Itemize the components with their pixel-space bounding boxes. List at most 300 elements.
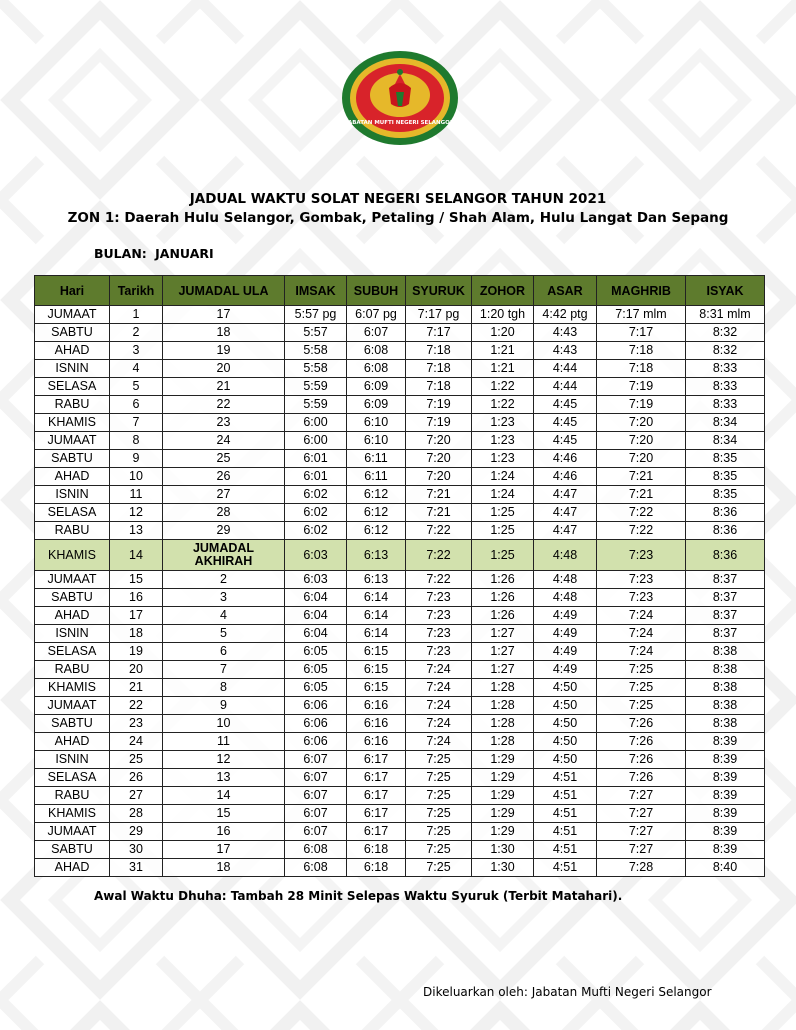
- cell-zohor: 1:28: [472, 679, 534, 697]
- cell-hijri: 29: [163, 522, 285, 540]
- cell-day: JUMAAT: [35, 571, 110, 589]
- cell-maghrib: 7:27: [597, 805, 686, 823]
- cell-syuruk: 7:25: [406, 805, 472, 823]
- cell-zohor: 1:25: [472, 522, 534, 540]
- cell-maghrib: 7:25: [597, 679, 686, 697]
- cell-isyak: 8:33: [686, 378, 765, 396]
- cell-subuh: 6:08: [347, 360, 406, 378]
- cell-maghrib: 7:27: [597, 823, 686, 841]
- table-row: [35, 468, 765, 486]
- cell-syuruk: 7:24: [406, 661, 472, 679]
- cell-day: SELASA: [35, 378, 110, 396]
- cell-asar: 4:43: [534, 324, 597, 342]
- cell-isyak: 8:39: [686, 733, 765, 751]
- cell-maghrib: 7:17 mlm: [597, 306, 686, 324]
- col-isyak: ISYAK: [686, 276, 765, 306]
- cell-isyak: 8:39: [686, 823, 765, 841]
- cell-asar: 4:49: [534, 661, 597, 679]
- cell-zohor: 1:26: [472, 571, 534, 589]
- month-label: [94, 246, 214, 261]
- cell-syuruk: 7:25: [406, 859, 472, 877]
- table-row: [35, 522, 765, 540]
- cell-subuh: 6:15: [347, 679, 406, 697]
- cell-day: KHAMIS: [35, 679, 110, 697]
- cell-zohor: 1:27: [472, 661, 534, 679]
- cell-hijri: 2: [163, 571, 285, 589]
- cell-day: SELASA: [35, 643, 110, 661]
- cell-hijri: 28: [163, 504, 285, 522]
- col-zohor: ZOHOR: [472, 276, 534, 306]
- cell-imsak: 6:04: [285, 607, 347, 625]
- table-row: [35, 432, 765, 450]
- cell-hijri: 24: [163, 432, 285, 450]
- cell-hijri: 18: [163, 324, 285, 342]
- cell-hijri: 11: [163, 733, 285, 751]
- cell-maghrib: 7:21: [597, 468, 686, 486]
- cell-imsak: 5:58: [285, 360, 347, 378]
- table-row: [35, 787, 765, 805]
- cell-hijri: 22: [163, 396, 285, 414]
- cell-isyak: 8:34: [686, 414, 765, 432]
- cell-date: 4: [110, 360, 163, 378]
- cell-syuruk: 7:18: [406, 342, 472, 360]
- cell-zohor: 1:25: [472, 540, 534, 571]
- cell-date: 9: [110, 450, 163, 468]
- cell-asar: 4:50: [534, 715, 597, 733]
- cell-imsak: 6:06: [285, 697, 347, 715]
- cell-maghrib: 7:20: [597, 450, 686, 468]
- cell-zohor: 1:29: [472, 751, 534, 769]
- cell-isyak: 8:37: [686, 571, 765, 589]
- cell-asar: 4:45: [534, 396, 597, 414]
- cell-subuh: 6:17: [347, 787, 406, 805]
- cell-day: JUMAAT: [35, 697, 110, 715]
- cell-subuh: 6:14: [347, 607, 406, 625]
- month-value: JANUARI: [155, 246, 214, 261]
- cell-hijri: 17: [163, 306, 285, 324]
- cell-zohor: 1:28: [472, 715, 534, 733]
- cell-day: SABTU: [35, 324, 110, 342]
- cell-day: SABTU: [35, 715, 110, 733]
- issued-by-footer: Dikeluarkan oleh: Jabatan Mufti Negeri Selangor: [423, 985, 712, 999]
- cell-imsak: 6:05: [285, 679, 347, 697]
- cell-isyak: 8:35: [686, 450, 765, 468]
- cell-zohor: 1:30: [472, 859, 534, 877]
- cell-day: AHAD: [35, 468, 110, 486]
- col-imsak: IMSAK: [285, 276, 347, 306]
- cell-syuruk: 7:22: [406, 522, 472, 540]
- cell-isyak: 8:38: [686, 679, 765, 697]
- cell-syuruk: 7:24: [406, 715, 472, 733]
- cell-asar: 4:49: [534, 643, 597, 661]
- cell-asar: 4:51: [534, 859, 597, 877]
- cell-subuh: 6:17: [347, 769, 406, 787]
- cell-zohor: 1:27: [472, 643, 534, 661]
- cell-date: 30: [110, 841, 163, 859]
- cell-date: 10: [110, 468, 163, 486]
- cell-imsak: 5:57 pg: [285, 306, 347, 324]
- cell-imsak: 6:06: [285, 733, 347, 751]
- cell-zohor: 1:29: [472, 769, 534, 787]
- cell-maghrib: 7:20: [597, 414, 686, 432]
- cell-zohor: 1:22: [472, 396, 534, 414]
- table-row: [35, 733, 765, 751]
- table-row: [35, 504, 765, 522]
- cell-imsak: 6:07: [285, 823, 347, 841]
- cell-asar: 4:46: [534, 468, 597, 486]
- cell-hijri: 17: [163, 841, 285, 859]
- cell-subuh: 6:14: [347, 589, 406, 607]
- cell-zohor: 1:28: [472, 697, 534, 715]
- cell-day: SABTU: [35, 450, 110, 468]
- cell-zohor: 1:21: [472, 342, 534, 360]
- cell-syuruk: 7:17 pg: [406, 306, 472, 324]
- cell-asar: 4:50: [534, 679, 597, 697]
- table-row: [35, 823, 765, 841]
- cell-zohor: 1:27: [472, 625, 534, 643]
- cell-day: JUMAAT: [35, 306, 110, 324]
- cell-isyak: 8:32: [686, 342, 765, 360]
- page-title: JADUAL WAKTU SOLAT NEGERI SELANGOR TAHUN 2021: [189, 191, 607, 207]
- cell-zohor: 1:26: [472, 589, 534, 607]
- cell-imsak: 6:05: [285, 643, 347, 661]
- cell-syuruk: 7:25: [406, 787, 472, 805]
- cell-asar: 4:47: [534, 504, 597, 522]
- table-row: [35, 679, 765, 697]
- cell-syuruk: 7:23: [406, 643, 472, 661]
- cell-subuh: 6:11: [347, 468, 406, 486]
- table-row: [35, 805, 765, 823]
- cell-maghrib: 7:23: [597, 540, 686, 571]
- cell-imsak: 6:08: [285, 841, 347, 859]
- col-subuh: SUBUH: [347, 276, 406, 306]
- cell-asar: 4:50: [534, 697, 597, 715]
- table-body: [35, 306, 765, 877]
- cell-hijri: 25: [163, 450, 285, 468]
- cell-maghrib: 7:24: [597, 625, 686, 643]
- cell-date: 14: [110, 540, 163, 571]
- cell-hijri: 27: [163, 486, 285, 504]
- cell-asar: 4:48: [534, 540, 597, 571]
- cell-subuh: 6:15: [347, 643, 406, 661]
- cell-subuh: 6:07 pg: [347, 306, 406, 324]
- cell-syuruk: 7:24: [406, 697, 472, 715]
- cell-asar: 4:45: [534, 414, 597, 432]
- cell-maghrib: 7:22: [597, 504, 686, 522]
- cell-subuh: 6:17: [347, 751, 406, 769]
- cell-date: 31: [110, 859, 163, 877]
- cell-day: AHAD: [35, 859, 110, 877]
- cell-syuruk: 7:23: [406, 625, 472, 643]
- cell-syuruk: 7:25: [406, 841, 472, 859]
- table-row: [35, 414, 765, 432]
- cell-isyak: 8:39: [686, 787, 765, 805]
- cell-imsak: 6:02: [285, 522, 347, 540]
- cell-isyak: 8:34: [686, 432, 765, 450]
- cell-imsak: 6:07: [285, 751, 347, 769]
- cell-maghrib: 7:20: [597, 432, 686, 450]
- cell-hijri: 23: [163, 414, 285, 432]
- cell-maghrib: 7:24: [597, 643, 686, 661]
- cell-hijri: 6: [163, 643, 285, 661]
- cell-maghrib: 7:26: [597, 715, 686, 733]
- table-row: [35, 661, 765, 679]
- cell-day: SELASA: [35, 504, 110, 522]
- cell-day: AHAD: [35, 607, 110, 625]
- cell-isyak: 8:38: [686, 643, 765, 661]
- cell-isyak: 8:39: [686, 841, 765, 859]
- cell-imsak: 6:07: [285, 769, 347, 787]
- cell-day: KHAMIS: [35, 805, 110, 823]
- cell-syuruk: 7:23: [406, 607, 472, 625]
- cell-imsak: 6:01: [285, 468, 347, 486]
- cell-zohor: 1:23: [472, 414, 534, 432]
- cell-hijri: 5: [163, 625, 285, 643]
- cell-imsak: 6:01: [285, 450, 347, 468]
- cell-zohor: 1:28: [472, 733, 534, 751]
- cell-subuh: 6:17: [347, 805, 406, 823]
- cell-subuh: 6:12: [347, 504, 406, 522]
- cell-syuruk: 7:19: [406, 396, 472, 414]
- cell-date: 27: [110, 787, 163, 805]
- cell-hijri: 16: [163, 823, 285, 841]
- cell-date: 5: [110, 378, 163, 396]
- cell-date: 25: [110, 751, 163, 769]
- cell-maghrib: 7:23: [597, 571, 686, 589]
- logo-text: JABATAN MUFTI NEGERI SELANGOR: [345, 120, 455, 126]
- cell-maghrib: 7:22: [597, 522, 686, 540]
- cell-imsak: 5:57: [285, 324, 347, 342]
- jabatan-mufti-logo: [339, 48, 461, 148]
- table-row: [35, 486, 765, 504]
- cell-asar: 4:51: [534, 787, 597, 805]
- cell-subuh: 6:16: [347, 697, 406, 715]
- cell-imsak: 6:03: [285, 540, 347, 571]
- cell-zohor: 1:29: [472, 823, 534, 841]
- cell-syuruk: 7:24: [406, 733, 472, 751]
- cell-subuh: 6:16: [347, 715, 406, 733]
- cell-day: ISNIN: [35, 360, 110, 378]
- cell-syuruk: 7:22: [406, 571, 472, 589]
- table-row: [35, 715, 765, 733]
- cell-syuruk: 7:21: [406, 486, 472, 504]
- cell-maghrib: 7:23: [597, 589, 686, 607]
- cell-maghrib: 7:27: [597, 787, 686, 805]
- cell-subuh: 6:13: [347, 540, 406, 571]
- cell-isyak: 8:37: [686, 607, 765, 625]
- cell-imsak: 6:06: [285, 715, 347, 733]
- cell-syuruk: 7:22: [406, 540, 472, 571]
- cell-day: RABU: [35, 661, 110, 679]
- cell-date: 18: [110, 625, 163, 643]
- cell-date: 16: [110, 589, 163, 607]
- cell-syuruk: 7:18: [406, 360, 472, 378]
- cell-hijri: 9: [163, 697, 285, 715]
- cell-imsak: 6:03: [285, 571, 347, 589]
- cell-subuh: 6:18: [347, 859, 406, 877]
- cell-isyak: 8:35: [686, 468, 765, 486]
- table-row: [35, 571, 765, 589]
- cell-date: 24: [110, 733, 163, 751]
- cell-isyak: 8:40: [686, 859, 765, 877]
- cell-imsak: 5:58: [285, 342, 347, 360]
- cell-isyak: 8:37: [686, 625, 765, 643]
- cell-date: 19: [110, 643, 163, 661]
- cell-asar: 4:43: [534, 342, 597, 360]
- cell-maghrib: 7:28: [597, 859, 686, 877]
- cell-asar: 4:46: [534, 450, 597, 468]
- cell-maghrib: 7:18: [597, 342, 686, 360]
- cell-isyak: 8:36: [686, 522, 765, 540]
- cell-zohor: 1:22: [472, 378, 534, 396]
- table-row: [35, 450, 765, 468]
- cell-isyak: 8:32: [686, 324, 765, 342]
- cell-date: 17: [110, 607, 163, 625]
- table-row: [35, 643, 765, 661]
- cell-isyak: 8:36: [686, 540, 765, 571]
- cell-hijri: 21: [163, 378, 285, 396]
- cell-date: 11: [110, 486, 163, 504]
- table-row: [35, 324, 765, 342]
- cell-asar: 4:47: [534, 522, 597, 540]
- cell-isyak: 8:35: [686, 486, 765, 504]
- cell-subuh: 6:07: [347, 324, 406, 342]
- cell-date: 6: [110, 396, 163, 414]
- cell-day: RABU: [35, 787, 110, 805]
- cell-hijri: 14: [163, 787, 285, 805]
- cell-zohor: 1:26: [472, 607, 534, 625]
- cell-date: 20: [110, 661, 163, 679]
- cell-syuruk: 7:17: [406, 324, 472, 342]
- col-asar: ASAR: [534, 276, 597, 306]
- cell-imsak: 6:07: [285, 805, 347, 823]
- cell-syuruk: 7:24: [406, 679, 472, 697]
- col-maghrib: MAGHRIB: [597, 276, 686, 306]
- cell-syuruk: 7:25: [406, 823, 472, 841]
- cell-subuh: 6:08: [347, 342, 406, 360]
- cell-imsak: 5:59: [285, 396, 347, 414]
- table-row: [35, 841, 765, 859]
- cell-isyak: 8:31 mlm: [686, 306, 765, 324]
- cell-hijri: 26: [163, 468, 285, 486]
- cell-maghrib: 7:26: [597, 769, 686, 787]
- cell-subuh: 6:12: [347, 486, 406, 504]
- col-hari: Hari: [35, 276, 110, 306]
- cell-imsak: 6:04: [285, 589, 347, 607]
- table-row: [35, 607, 765, 625]
- cell-asar: 4:50: [534, 751, 597, 769]
- cell-date: 22: [110, 697, 163, 715]
- col-hijri: JUMADAL ULA: [163, 276, 285, 306]
- cell-imsak: 6:02: [285, 504, 347, 522]
- cell-imsak: 6:05: [285, 661, 347, 679]
- cell-subuh: 6:09: [347, 378, 406, 396]
- cell-hijri: JUMADAL AKHIRAH: [163, 540, 285, 571]
- cell-isyak: 8:39: [686, 805, 765, 823]
- cell-subuh: 6:09: [347, 396, 406, 414]
- cell-syuruk: 7:21: [406, 504, 472, 522]
- cell-date: 3: [110, 342, 163, 360]
- cell-imsak: 6:07: [285, 787, 347, 805]
- cell-subuh: 6:10: [347, 414, 406, 432]
- cell-syuruk: 7:20: [406, 450, 472, 468]
- table-row: [35, 589, 765, 607]
- cell-zohor: 1:20: [472, 324, 534, 342]
- cell-syuruk: 7:25: [406, 751, 472, 769]
- cell-syuruk: 7:23: [406, 589, 472, 607]
- col-syuruk: SYURUK: [406, 276, 472, 306]
- cell-subuh: 6:11: [347, 450, 406, 468]
- cell-date: 21: [110, 679, 163, 697]
- cell-day: KHAMIS: [35, 414, 110, 432]
- col-tarikh: Tarikh: [110, 276, 163, 306]
- cell-zohor: 1:30: [472, 841, 534, 859]
- cell-zohor: 1:29: [472, 805, 534, 823]
- cell-zohor: 1:24: [472, 486, 534, 504]
- cell-subuh: 6:15: [347, 661, 406, 679]
- cell-imsak: 5:59: [285, 378, 347, 396]
- table-row: [35, 378, 765, 396]
- cell-asar: 4:48: [534, 571, 597, 589]
- cell-date: 26: [110, 769, 163, 787]
- cell-asar: 4:51: [534, 769, 597, 787]
- cell-asar: 4:51: [534, 805, 597, 823]
- cell-day: SABTU: [35, 589, 110, 607]
- cell-isyak: 8:33: [686, 396, 765, 414]
- cell-zohor: 1:21: [472, 360, 534, 378]
- cell-subuh: 6:13: [347, 571, 406, 589]
- table-row: [35, 396, 765, 414]
- cell-date: 2: [110, 324, 163, 342]
- cell-subuh: 6:16: [347, 733, 406, 751]
- table-row: [35, 360, 765, 378]
- cell-date: 15: [110, 571, 163, 589]
- cell-maghrib: 7:17: [597, 324, 686, 342]
- cell-asar: 4:44: [534, 360, 597, 378]
- cell-asar: 4:48: [534, 589, 597, 607]
- cell-hijri: 10: [163, 715, 285, 733]
- prayer-times-table: [34, 275, 765, 877]
- cell-date: 1: [110, 306, 163, 324]
- cell-hijri: 8: [163, 679, 285, 697]
- cell-syuruk: 7:20: [406, 468, 472, 486]
- cell-asar: 4:49: [534, 607, 597, 625]
- cell-imsak: 6:00: [285, 414, 347, 432]
- cell-day: AHAD: [35, 733, 110, 751]
- table-row: [35, 751, 765, 769]
- cell-isyak: 8:38: [686, 697, 765, 715]
- cell-syuruk: 7:18: [406, 378, 472, 396]
- table-row: [35, 859, 765, 877]
- table-row: [35, 540, 765, 571]
- cell-maghrib: 7:19: [597, 378, 686, 396]
- cell-asar: 4:51: [534, 841, 597, 859]
- cell-maghrib: 7:26: [597, 751, 686, 769]
- cell-maghrib: 7:21: [597, 486, 686, 504]
- cell-day: JUMAAT: [35, 432, 110, 450]
- cell-maghrib: 7:24: [597, 607, 686, 625]
- cell-day: AHAD: [35, 342, 110, 360]
- cell-subuh: 6:14: [347, 625, 406, 643]
- cell-isyak: 8:33: [686, 360, 765, 378]
- cell-zohor: 1:23: [472, 450, 534, 468]
- cell-asar: 4:42 ptg: [534, 306, 597, 324]
- month-label-text: BULAN:: [94, 246, 147, 261]
- cell-day: RABU: [35, 522, 110, 540]
- cell-isyak: 8:38: [686, 661, 765, 679]
- cell-maghrib: 7:18: [597, 360, 686, 378]
- cell-imsak: 6:00: [285, 432, 347, 450]
